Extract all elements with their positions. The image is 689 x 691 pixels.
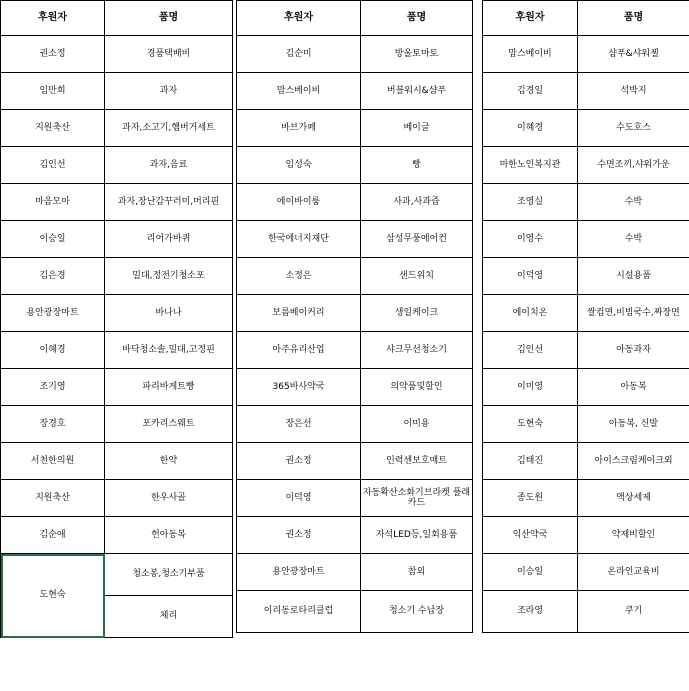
sponsor-cell[interactable]: 소정은 <box>237 258 361 295</box>
sponsor-cell[interactable]: 보름베이커리 <box>237 295 361 332</box>
header-sponsor[interactable]: 후원자 <box>237 1 361 36</box>
sponsor-cell[interactable]: 김인선 <box>483 332 578 369</box>
item-cell[interactable]: 청소봉,청소기부품 <box>105 554 233 596</box>
item-cell[interactable]: 샤크무선청소기 <box>361 332 473 369</box>
item-cell[interactable]: 샌드위치 <box>361 258 473 295</box>
item-cell[interactable]: 바닥청소솔,밀대,고정핀 <box>105 332 233 369</box>
table-row <box>483 147 689 184</box>
item-cell[interactable]: 수면조끼,샤워가운 <box>578 147 689 184</box>
table-row <box>483 332 689 369</box>
item-cell[interactable]: 자석LED등,일회용품 <box>361 517 473 554</box>
item-cell[interactable]: 빵 <box>361 147 473 184</box>
item-cell[interactable]: 아동복, 신발 <box>578 406 689 443</box>
item-cell[interactable]: 밀대,정전기청소포 <box>105 258 233 295</box>
sponsor-cell[interactable]: 조라영 <box>483 591 578 633</box>
sponsor-cell[interactable]: 권소정 <box>237 443 361 480</box>
table-row <box>483 369 689 406</box>
table-row <box>237 221 473 258</box>
item-cell[interactable]: 한우사골 <box>105 480 233 517</box>
table-row <box>483 591 689 633</box>
table-row <box>1 221 233 258</box>
sponsor-cell[interactable]: 도현숙 <box>483 406 578 443</box>
sponsor-cell[interactable]: 에이치온 <box>483 295 578 332</box>
sponsor-cell[interactable]: 이덕영 <box>483 258 578 295</box>
table-row <box>237 258 473 295</box>
table-row <box>237 369 473 406</box>
donor-table-2 <box>236 0 473 633</box>
item-cell[interactable]: 경품택배비 <box>105 36 233 73</box>
sponsor-cell[interactable]: 조영실 <box>483 184 578 221</box>
item-cell[interactable]: 석박지 <box>578 73 689 110</box>
table-row <box>483 517 689 554</box>
sponsor-cell[interactable]: 이승일 <box>483 554 578 591</box>
item-cell[interactable]: 과자,음료 <box>105 147 233 184</box>
item-cell[interactable]: 약제비할인 <box>578 517 689 554</box>
item-cell[interactable]: 액상세제 <box>578 480 689 517</box>
table-row <box>237 554 473 591</box>
item-cell[interactable]: 삼성무풍에어컨 <box>361 221 473 258</box>
item-cell[interactable]: 과자,소고기,햄버거세트 <box>105 110 233 147</box>
table-row <box>1 369 233 406</box>
table-row <box>483 295 689 332</box>
table-row <box>1 332 233 369</box>
sponsor-cell-merged[interactable]: 도현숙 <box>1 554 105 638</box>
sponsor-cell[interactable]: 지원축산 <box>1 480 105 517</box>
sponsor-cell[interactable]: 이리동로타리클럽 <box>237 591 361 633</box>
sponsor-cell[interactable]: 바브가페 <box>237 110 361 147</box>
item-cell[interactable]: 한약 <box>105 443 233 480</box>
sponsor-cell[interactable]: 한국에너지재단 <box>237 221 361 258</box>
sponsor-cell[interactable]: 지원축산 <box>1 110 105 147</box>
table-row <box>237 517 473 554</box>
table-row <box>483 184 689 221</box>
item-cell[interactable]: 청소기 수납장 <box>361 591 473 633</box>
item-cell[interactable]: 과자,장난감꾸러미,머리핀 <box>105 184 233 221</box>
table-row <box>237 332 473 369</box>
table-row <box>1 554 233 596</box>
sponsor-cell[interactable]: 에이바이룸 <box>237 184 361 221</box>
sponsor-cell[interactable]: 이혜경 <box>483 110 578 147</box>
item-cell[interactable]: 아동복 <box>578 369 689 406</box>
table-row <box>1 184 233 221</box>
item-cell[interactable]: 생일케이크 <box>361 295 473 332</box>
sponsor-cell[interactable]: 이승일 <box>1 221 105 258</box>
item-cell[interactable]: 인력센보호매트 <box>361 443 473 480</box>
header-row <box>237 1 473 36</box>
sponsor-cell[interactable]: 이혜경 <box>1 332 105 369</box>
table-row <box>1 73 233 110</box>
sponsor-cell[interactable]: 김순애 <box>1 517 105 554</box>
header-row <box>1 1 233 36</box>
sponsor-cell[interactable]: 익산약국 <box>483 517 578 554</box>
table-row <box>237 147 473 184</box>
table-row <box>237 36 473 73</box>
table-row <box>483 73 689 110</box>
table-row <box>237 73 473 110</box>
donor-table-1 <box>0 0 233 638</box>
header-sponsor[interactable]: 후원자 <box>483 1 578 36</box>
sponsor-cell[interactable]: 권소정 <box>1 36 105 73</box>
table-row <box>237 591 473 633</box>
table-row <box>483 554 689 591</box>
table-row <box>483 480 689 517</box>
sponsor-cell[interactable]: 임성숙 <box>237 147 361 184</box>
header-sponsor[interactable]: 후원자 <box>1 1 105 36</box>
item-cell[interactable]: 샴푸&샤워젤 <box>578 36 689 73</box>
sponsor-cell[interactable]: 김은경 <box>1 258 105 295</box>
header-item[interactable]: 품명 <box>361 1 473 36</box>
sponsor-cell[interactable]: 365바사약국 <box>237 369 361 406</box>
sponsor-cell[interactable]: 서천한의원 <box>1 443 105 480</box>
donor-table-3 <box>482 0 689 633</box>
sponsor-cell[interactable]: 아주유리산업 <box>237 332 361 369</box>
table-row <box>237 480 473 517</box>
table-row <box>483 221 689 258</box>
item-cell[interactable]: 리어가바퀴 <box>105 221 233 258</box>
item-cell[interactable]: 참외 <box>361 554 473 591</box>
sponsor-cell[interactable]: 장은선 <box>237 406 361 443</box>
sponsor-cell[interactable]: 이영수 <box>483 221 578 258</box>
table-row <box>237 406 473 443</box>
table-row <box>1 443 233 480</box>
table-row <box>1 258 233 295</box>
sponsor-cell[interactable]: 용안광장마트 <box>1 295 105 332</box>
table-row <box>1 480 233 517</box>
item-cell[interactable]: 시설용품 <box>578 258 689 295</box>
table-row <box>483 406 689 443</box>
sponsor-cell[interactable]: 마음모아 <box>1 184 105 221</box>
sponsor-cell[interactable]: 이덕영 <box>237 480 361 517</box>
header-row <box>483 1 689 36</box>
item-cell[interactable]: 체리 <box>105 596 233 638</box>
item-cell[interactable]: 헌아동복 <box>105 517 233 554</box>
sponsor-cell[interactable]: 김순미 <box>237 36 361 73</box>
item-cell[interactable]: 과자 <box>105 73 233 110</box>
item-cell[interactable]: 버블워시&샴푸 <box>361 73 473 110</box>
item-cell[interactable]: 수박 <box>578 221 689 258</box>
sponsor-cell[interactable]: 장경호 <box>1 406 105 443</box>
table-row <box>1 406 233 443</box>
table-row <box>237 110 473 147</box>
item-cell[interactable]: 방울토마토 <box>361 36 473 73</box>
table-row <box>483 443 689 480</box>
header-item[interactable]: 품명 <box>105 1 233 36</box>
table-row <box>237 443 473 480</box>
table-row <box>483 258 689 295</box>
table-row <box>1 295 233 332</box>
sponsor-cell[interactable]: 맘스베이비 <box>483 36 578 73</box>
table-row <box>1 36 233 73</box>
item-cell[interactable]: 자동확산소화기브라켓 플래카드 <box>361 480 473 517</box>
sponsor-cell[interactable]: 김경일 <box>483 73 578 110</box>
sponsor-cell[interactable]: 종도원 <box>483 480 578 517</box>
table-row <box>1 517 233 554</box>
item-cell[interactable]: 포카리스웨트 <box>105 406 233 443</box>
sponsor-cell[interactable]: 조기영 <box>1 369 105 406</box>
table-row <box>237 184 473 221</box>
item-cell[interactable]: 파리바게트빵 <box>105 369 233 406</box>
sponsor-cell[interactable]: 임만희 <box>1 73 105 110</box>
sponsor-cell[interactable]: 용안광장마트 <box>237 554 361 591</box>
sponsor-cell[interactable]: 맘스베이비 <box>237 73 361 110</box>
table-row <box>483 36 689 73</box>
item-cell[interactable]: 수도호스 <box>578 110 689 147</box>
sponsor-cell[interactable]: 권소정 <box>237 517 361 554</box>
sponsor-cell[interactable]: 김태진 <box>483 443 578 480</box>
item-cell[interactable]: 사과,사과즙 <box>361 184 473 221</box>
sponsor-cell[interactable]: 이미영 <box>483 369 578 406</box>
header-item[interactable]: 품명 <box>578 1 689 36</box>
table-row <box>237 295 473 332</box>
table-row <box>1 147 233 184</box>
item-cell[interactable]: 쿠기 <box>578 591 689 633</box>
table-row <box>1 110 233 147</box>
table-row <box>483 110 689 147</box>
item-cell[interactable]: 아이스크림케이크외 <box>578 443 689 480</box>
item-cell[interactable]: 온라인교육비 <box>578 554 689 591</box>
item-cell[interactable]: 수박 <box>578 184 689 221</box>
item-cell[interactable]: 의약품및할인 <box>361 369 473 406</box>
item-cell[interactable]: 아동과자 <box>578 332 689 369</box>
item-cell[interactable]: 바나나 <box>105 295 233 332</box>
item-cell[interactable]: 베이글 <box>361 110 473 147</box>
item-cell[interactable]: 이미용 <box>361 406 473 443</box>
sponsor-cell[interactable]: 마한노인복지관 <box>483 147 578 184</box>
sponsor-cell[interactable]: 김인선 <box>1 147 105 184</box>
item-cell[interactable]: 쌀컵면,비빔국수,짜장면 <box>578 295 689 332</box>
